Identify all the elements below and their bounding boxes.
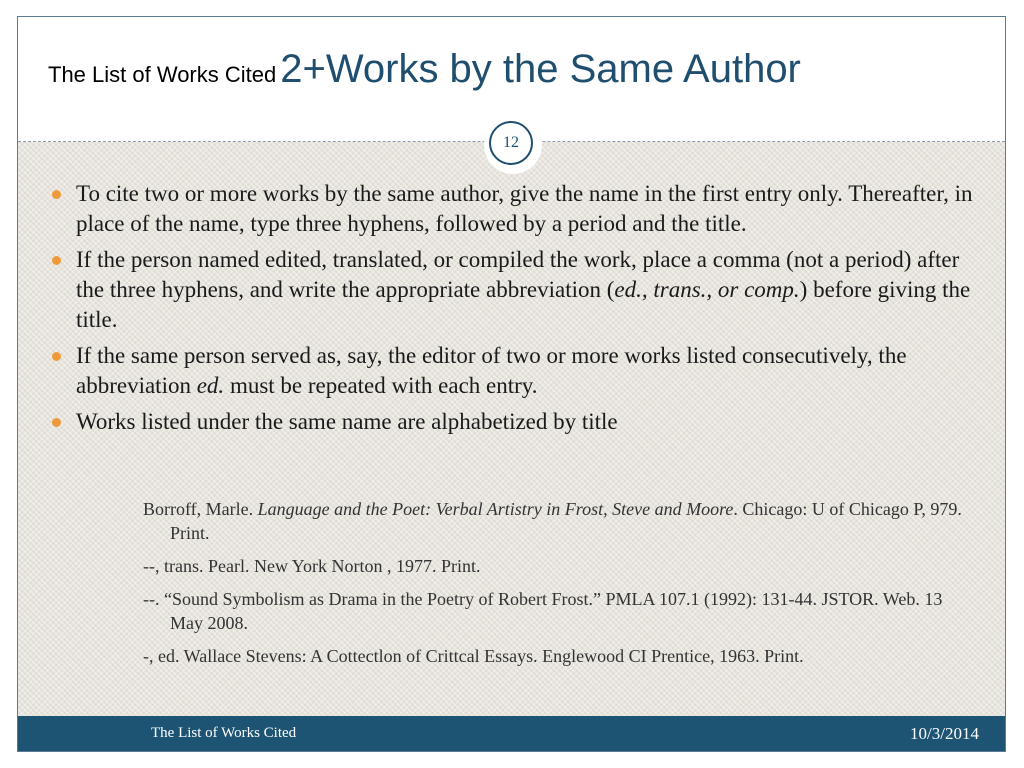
bullet-list: [48, 179, 978, 443]
bullet-text: Works listed under the same name are alphabetized by title: [76, 409, 618, 434]
footer-date: 10/3/2014: [910, 724, 979, 743]
bullet-text: must be repeated with each entry.: [224, 373, 538, 398]
slide-footer: [18, 716, 1005, 751]
bullet-text-italic: ed., trans., or comp.: [614, 277, 800, 302]
reference-title-italic: Language and the Poet: Verbal Artistry in Frost, Steve and Moore: [257, 499, 734, 519]
reference-entry: --, trans. Pearl. New York Norton , 1977. Print.: [143, 556, 481, 576]
footer-title: The List of Works Cited: [151, 725, 297, 741]
slide-title: [48, 47, 988, 92]
bullet-text: If the person named edited, translated, or compiled the work, place a comma (not a period) after the three hyphens, and write the appropriate abbreviation (: [76, 247, 960, 302]
reference-details: . Chicago: U of Chicago P, 979. Print.: [170, 499, 962, 543]
bullet-text-italic: ed.: [196, 373, 225, 398]
reference-entry: --. “Sound Symbolism as Drama in the Poetry of Robert Frost.” PMLA 107.1 (1992): 131-44. JSTOR. Web. 13 May 2008.: [143, 589, 943, 633]
reference-entry: [143, 497, 973, 545]
bullet-text: ) before giving the title.: [76, 277, 971, 332]
bullet-dot-icon: [52, 352, 61, 361]
title-prefix: The List of Works Cited: [48, 62, 277, 87]
bullet-dot-icon: [52, 190, 61, 199]
bullet-text: To cite two or more works by the same author, give the name in the first entry only. Thereafter, in place of the name, type three hyphens, followed by a period and the title.: [76, 181, 973, 236]
title-main: 2+Works by the Same Author: [280, 47, 801, 91]
reference-list: [143, 497, 973, 677]
bullet-dot-icon: [52, 256, 61, 265]
bullet-dot-icon: [52, 418, 61, 427]
bullet-text: If the same person served as, say, the editor of two or more works listed consecutively, the abbreviation: [76, 343, 907, 398]
bullet-item: [48, 407, 978, 437]
page-number-badge: [484, 116, 542, 174]
bullet-item: [48, 341, 978, 401]
page-number: 12: [489, 121, 533, 165]
bullet-item: [48, 245, 978, 335]
slide: [17, 16, 1006, 752]
bullet-item: [48, 179, 978, 239]
reference-author: Borroff, Marle.: [143, 499, 258, 519]
reference-entry: -, ed. Wallace Stevens: A Cottectlon of Crittcal Essays. Englewood CI Prentice, 1963. Print.: [143, 646, 804, 666]
